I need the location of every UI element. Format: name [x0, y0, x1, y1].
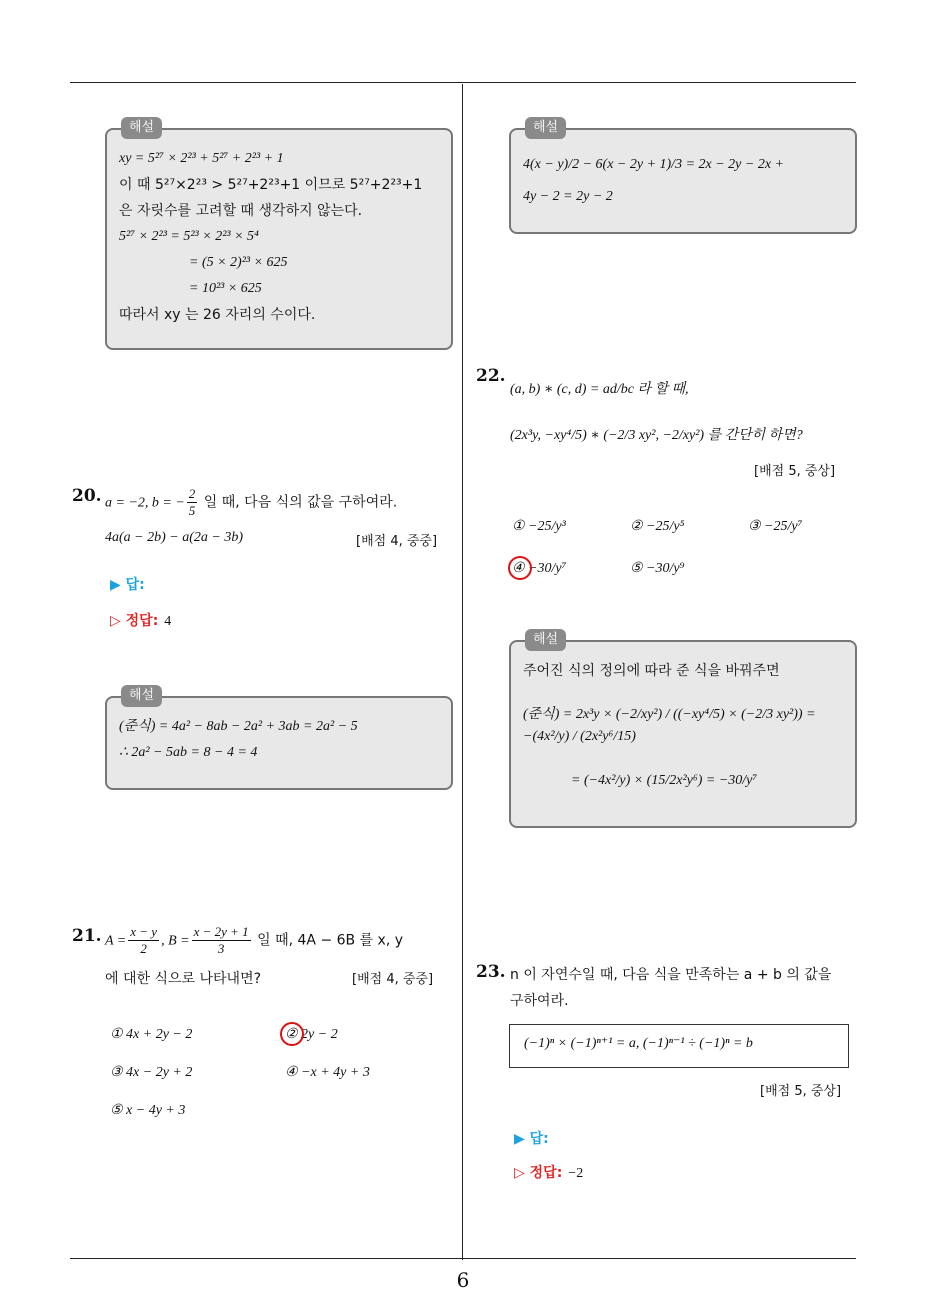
option-2[interactable]: ② −25/y⁵ — [630, 519, 685, 534]
option-1[interactable]: ① −25/y³ — [512, 519, 566, 534]
option-5[interactable]: ⑤ −30/y⁹ — [630, 561, 685, 576]
explanation-line: 5²⁷ × 2²³ = 5²³ × 2²³ × 5⁴ — [119, 229, 259, 244]
question-text: n 이 자연수일 때, 다음 식을 만족하는 a + b 의 값을 — [510, 967, 832, 983]
column-divider — [462, 84, 463, 1260]
given-equations-box: (−1)ⁿ × (−1)ⁿ⁺¹ = a, (−1)ⁿ⁻¹ ÷ (−1)ⁿ = b — [509, 1024, 849, 1068]
explanation-tag: 해설 — [525, 117, 566, 139]
question-number: 22. — [476, 366, 506, 386]
question-number: 20. — [72, 486, 102, 506]
answer-label: ▶ 답: — [110, 577, 145, 593]
bottom-rule — [70, 1258, 856, 1259]
question-number: 21. — [72, 926, 102, 946]
explanation-box-20 — [105, 688, 453, 790]
explanation-line: ∴ 2a² − 5ab = 8 − 4 = 4 — [119, 745, 258, 760]
explanation-line: = (5 × 2)²³ × 625 — [189, 255, 288, 270]
explanation-line: (준식) = 2x³y × (−2/xy²) / ((−xy⁴/5) × (−2/3 xy²)) = −(4x²/y) / (2x²y⁶/15) — [523, 707, 816, 744]
explanation-box-19 — [105, 120, 453, 350]
option-2[interactable]: ② 2y − 2 — [285, 1027, 338, 1042]
explanation-box-21 — [509, 120, 857, 234]
explanation-line: 따라서 xy 는 26 자리의 수이다. — [119, 307, 316, 323]
explanation-tag: 해설 — [121, 685, 162, 707]
explanation-tag: 해설 — [525, 629, 566, 651]
explanation-box-22 — [509, 632, 857, 828]
explanation-line: = (−4x²/y) × (15/2x²y⁶) = −30/y⁷ — [571, 773, 758, 788]
option-4[interactable]: ④ −x + 4y + 3 — [285, 1065, 370, 1080]
question-text: 구하여라. — [510, 993, 569, 1009]
question-number: 23. — [476, 962, 506, 982]
answer-label: ▶ 답: — [514, 1131, 549, 1147]
explanation-line: 4y − 2 = 2y − 2 — [523, 189, 613, 204]
explanation-line: (준식) = 4a² − 8ab − 2a² + 3ab = 2a² − 5 — [119, 719, 358, 734]
explanation-line: = 10²³ × 625 — [189, 281, 262, 296]
option-4[interactable]: ④ −30/y⁷ — [512, 561, 567, 576]
selected-answer-circle — [508, 556, 532, 580]
page-number: 6 — [456, 1268, 470, 1292]
option-3[interactable]: ③ 4x − 2y + 2 — [110, 1065, 193, 1080]
question-condition: A = $\frac{x - y}{2}$ , B = $\frac{x - 2y + 1}{3}$ 일 때, 4A − 6B 를 x, y — [105, 924, 404, 956]
correct-answer: ▷ 정답: −2 — [514, 1165, 584, 1181]
question-expression: 4a(a − 2b) − a(2a − 3b) — [105, 530, 243, 545]
top-rule — [70, 82, 856, 83]
option-1[interactable]: ① 4x + 2y − 2 — [110, 1027, 193, 1042]
score-label: [배점 4, 중중] — [356, 534, 438, 549]
explanation-line: 은 자릿수를 고려할 때 생각하지 않는다. — [119, 203, 363, 219]
correct-answer: ▷ 정답: 4 — [110, 613, 172, 629]
explanation-line: 주어진 식의 정의에 따라 준 식을 바꿔주면 — [523, 663, 780, 679]
explanation-line: 4(x − y)/2 − 6(x − 2y + 1)/3 = 2x − 2y − 2x + — [523, 157, 785, 172]
option-5[interactable]: ⑤ x − 4y + 3 — [110, 1103, 186, 1118]
score-label: [배점 4, 중중] — [352, 972, 434, 987]
explanation-tag: 해설 — [121, 117, 162, 139]
explanation-line: xy = 5²⁷ × 2²³ + 5²⁷ + 2²³ + 1 — [119, 151, 284, 166]
score-label: [배점 5, 중상] — [754, 464, 836, 479]
question-definition: (a, b) ∗ (c, d) = ad/bc 라 할 때, — [510, 382, 689, 397]
question-expression: (2x³y, −xy⁴/5) ∗ (−2/3 xy², −2/xy²) 를 간단히 하면? — [510, 428, 803, 443]
question-text: 에 대한 식으로 나타내면? — [105, 971, 262, 987]
selected-answer-circle — [280, 1022, 304, 1046]
option-3[interactable]: ③ −25/y⁷ — [748, 519, 803, 534]
question-condition: a = −2, b = − $\frac{2}{5}$ 일 때, 다음 식의 값을 구하여라. — [105, 486, 398, 518]
explanation-line: 이 때 5²⁷×2²³ > 5²⁷+2²³+1 이므로 5²⁷+2²³+1 — [119, 177, 423, 193]
score-label: [배점 5, 중상] — [760, 1084, 842, 1099]
